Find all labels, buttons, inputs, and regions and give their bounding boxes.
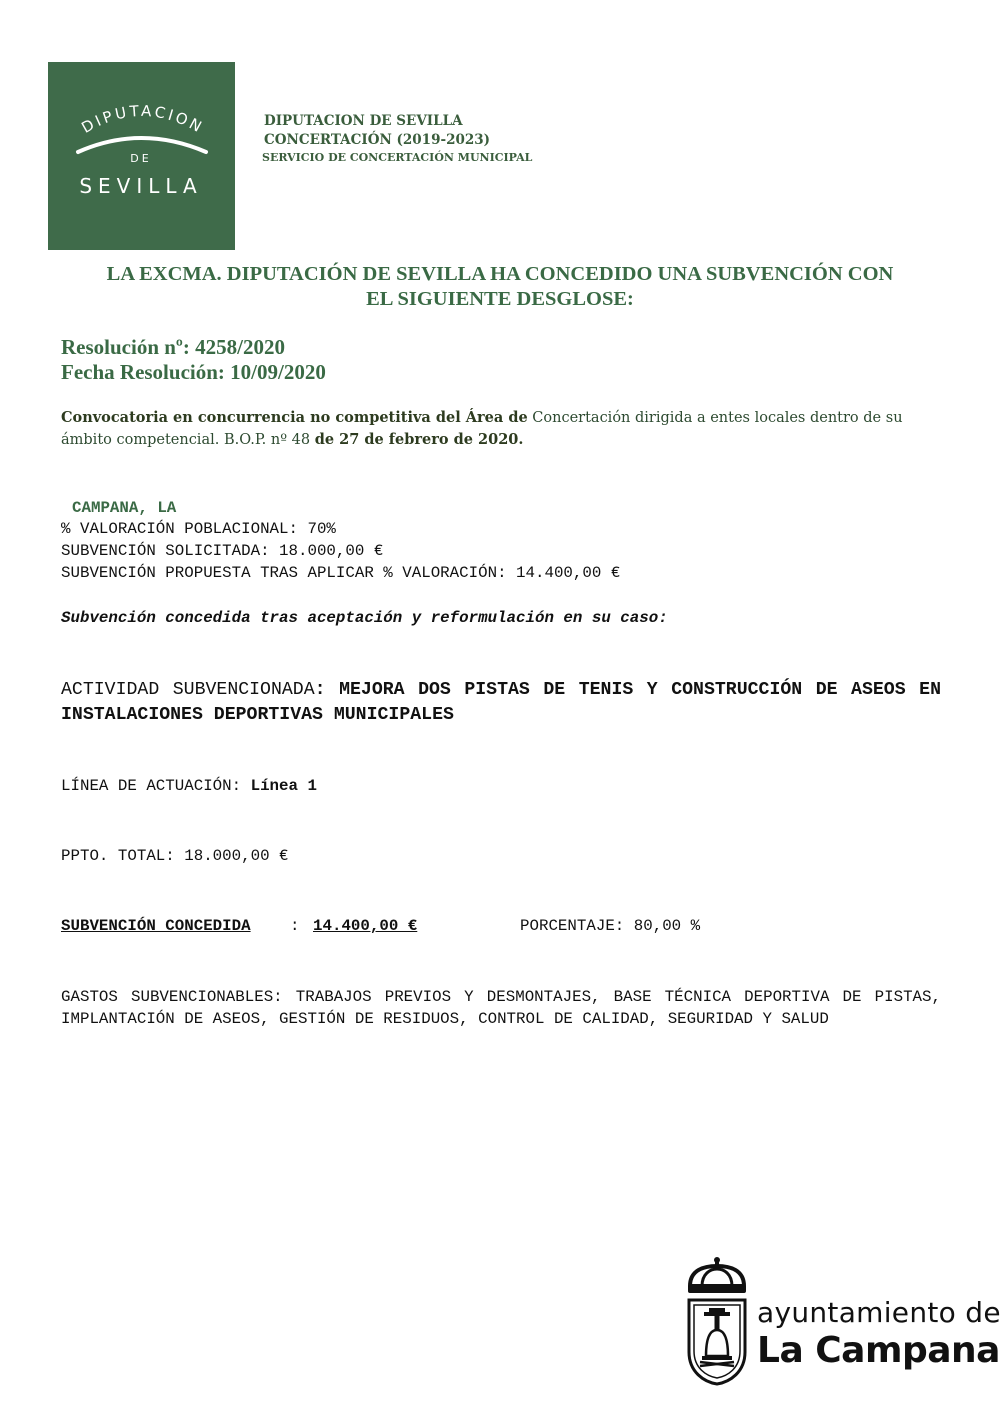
ayuntamiento-line2: La Campana (757, 1330, 1000, 1371)
title-line-1: LA EXCMA. DIPUTACIÓN DE SEVILLA HA CONCEDIDO UNA SUBVENCIÓN CON (106, 263, 894, 285)
ayuntamiento-line1: ayuntamiento de (757, 1296, 1001, 1329)
concedida-note: Subvención concedida tras aceptación y reformulación en su caso: (61, 609, 668, 627)
subvencion-solicitada: SUBVENCIÓN SOLICITADA: 18.000,00 € (61, 542, 384, 560)
linea-label: LÍNEA DE ACTUACIÓN: (61, 777, 251, 795)
actividad-value: MEJORA DOS PISTAS DE TENIS Y CONSTRUCCIÓN DE ASEOS EN INSTALACIONES DEPORTIVAS MUNICIPALES (61, 680, 941, 725)
linea-value: Línea 1 (250, 777, 317, 795)
municipio-name: CAMPANA, LA (72, 499, 177, 517)
valoracion-poblacional: % VALORACIÓN POBLACIONAL: 70% (61, 520, 336, 538)
org-service: SERVICIO DE CONCERTACIÓN MUNICIPAL (262, 151, 533, 164)
page-title (60, 262, 940, 312)
actividad-label: ACTIVIDAD SUBVENCIONADA (61, 680, 315, 700)
org-program: CONCERTACIÓN (2019-2023) (264, 132, 491, 148)
logo-text-bottom: SEVILLA (79, 174, 203, 198)
logo-text-top: DIPUTACION (78, 101, 208, 138)
convocatoria-bold-end: de 27 de febrero de 2020. (314, 431, 524, 448)
subvencion-concedida-amount: 14.400,00 € (313, 917, 418, 935)
resolution-number: Resolución nº: 4258/2020 (61, 335, 285, 359)
linea-actuacion (61, 777, 317, 795)
subvencion-concedida-label: SUBVENCIÓN CONCEDIDA (61, 917, 251, 935)
subvencion-propuesta: SUBVENCIÓN PROPUESTA TRAS APLICAR % VALORACIÓN: 14.400,00 € (61, 564, 621, 582)
actividad-subvencionada: ACTIVIDAD SUBVENCIONADA: MEJORA DOS PISTAS DE TENIS Y CONSTRUCCIÓN DE ASEOS EN INSTALACIONES DEPORTIVAS MUNICIPALES (61, 680, 941, 725)
gastos-subvencionables: GASTOS SUBVENCIONABLES: TRABAJOS PREVIOS Y DESMONTAJES, BASE TÉCNICA DEPORTIVA DE PISTAS, IMPLANTACIÓN DE ASEOS, GESTIÓN DE RESIDUOS, CONTROL DE CALIDAD, SEGURIDAD Y SALUD (61, 988, 941, 1028)
subvencion-colon: : (290, 917, 300, 935)
porcentaje: PORCENTAJE: 80,00 % (520, 917, 701, 935)
convocatoria-bold-start: Convocatoria en concurrencia no competitiva del Área de (61, 409, 528, 426)
org-name: DIPUTACION DE SEVILLA (264, 113, 463, 129)
ayuntamiento-shield-icon (684, 1256, 750, 1386)
resolution-date: Fecha Resolución: 10/09/2020 (61, 360, 326, 384)
diputacion-logo (48, 62, 235, 250)
convocatoria-normal: Concertación dirigida a entes locales dentro de su ámbito competencial. B.O.P. nº 48 (61, 410, 903, 448)
title-line-2: EL SIGUIENTE DESGLOSE: (366, 288, 634, 310)
logo-text-mid: DE (130, 152, 152, 165)
ppto-total: PPTO. TOTAL: 18.000,00 € (61, 847, 289, 865)
convocatoria-text (61, 407, 946, 451)
